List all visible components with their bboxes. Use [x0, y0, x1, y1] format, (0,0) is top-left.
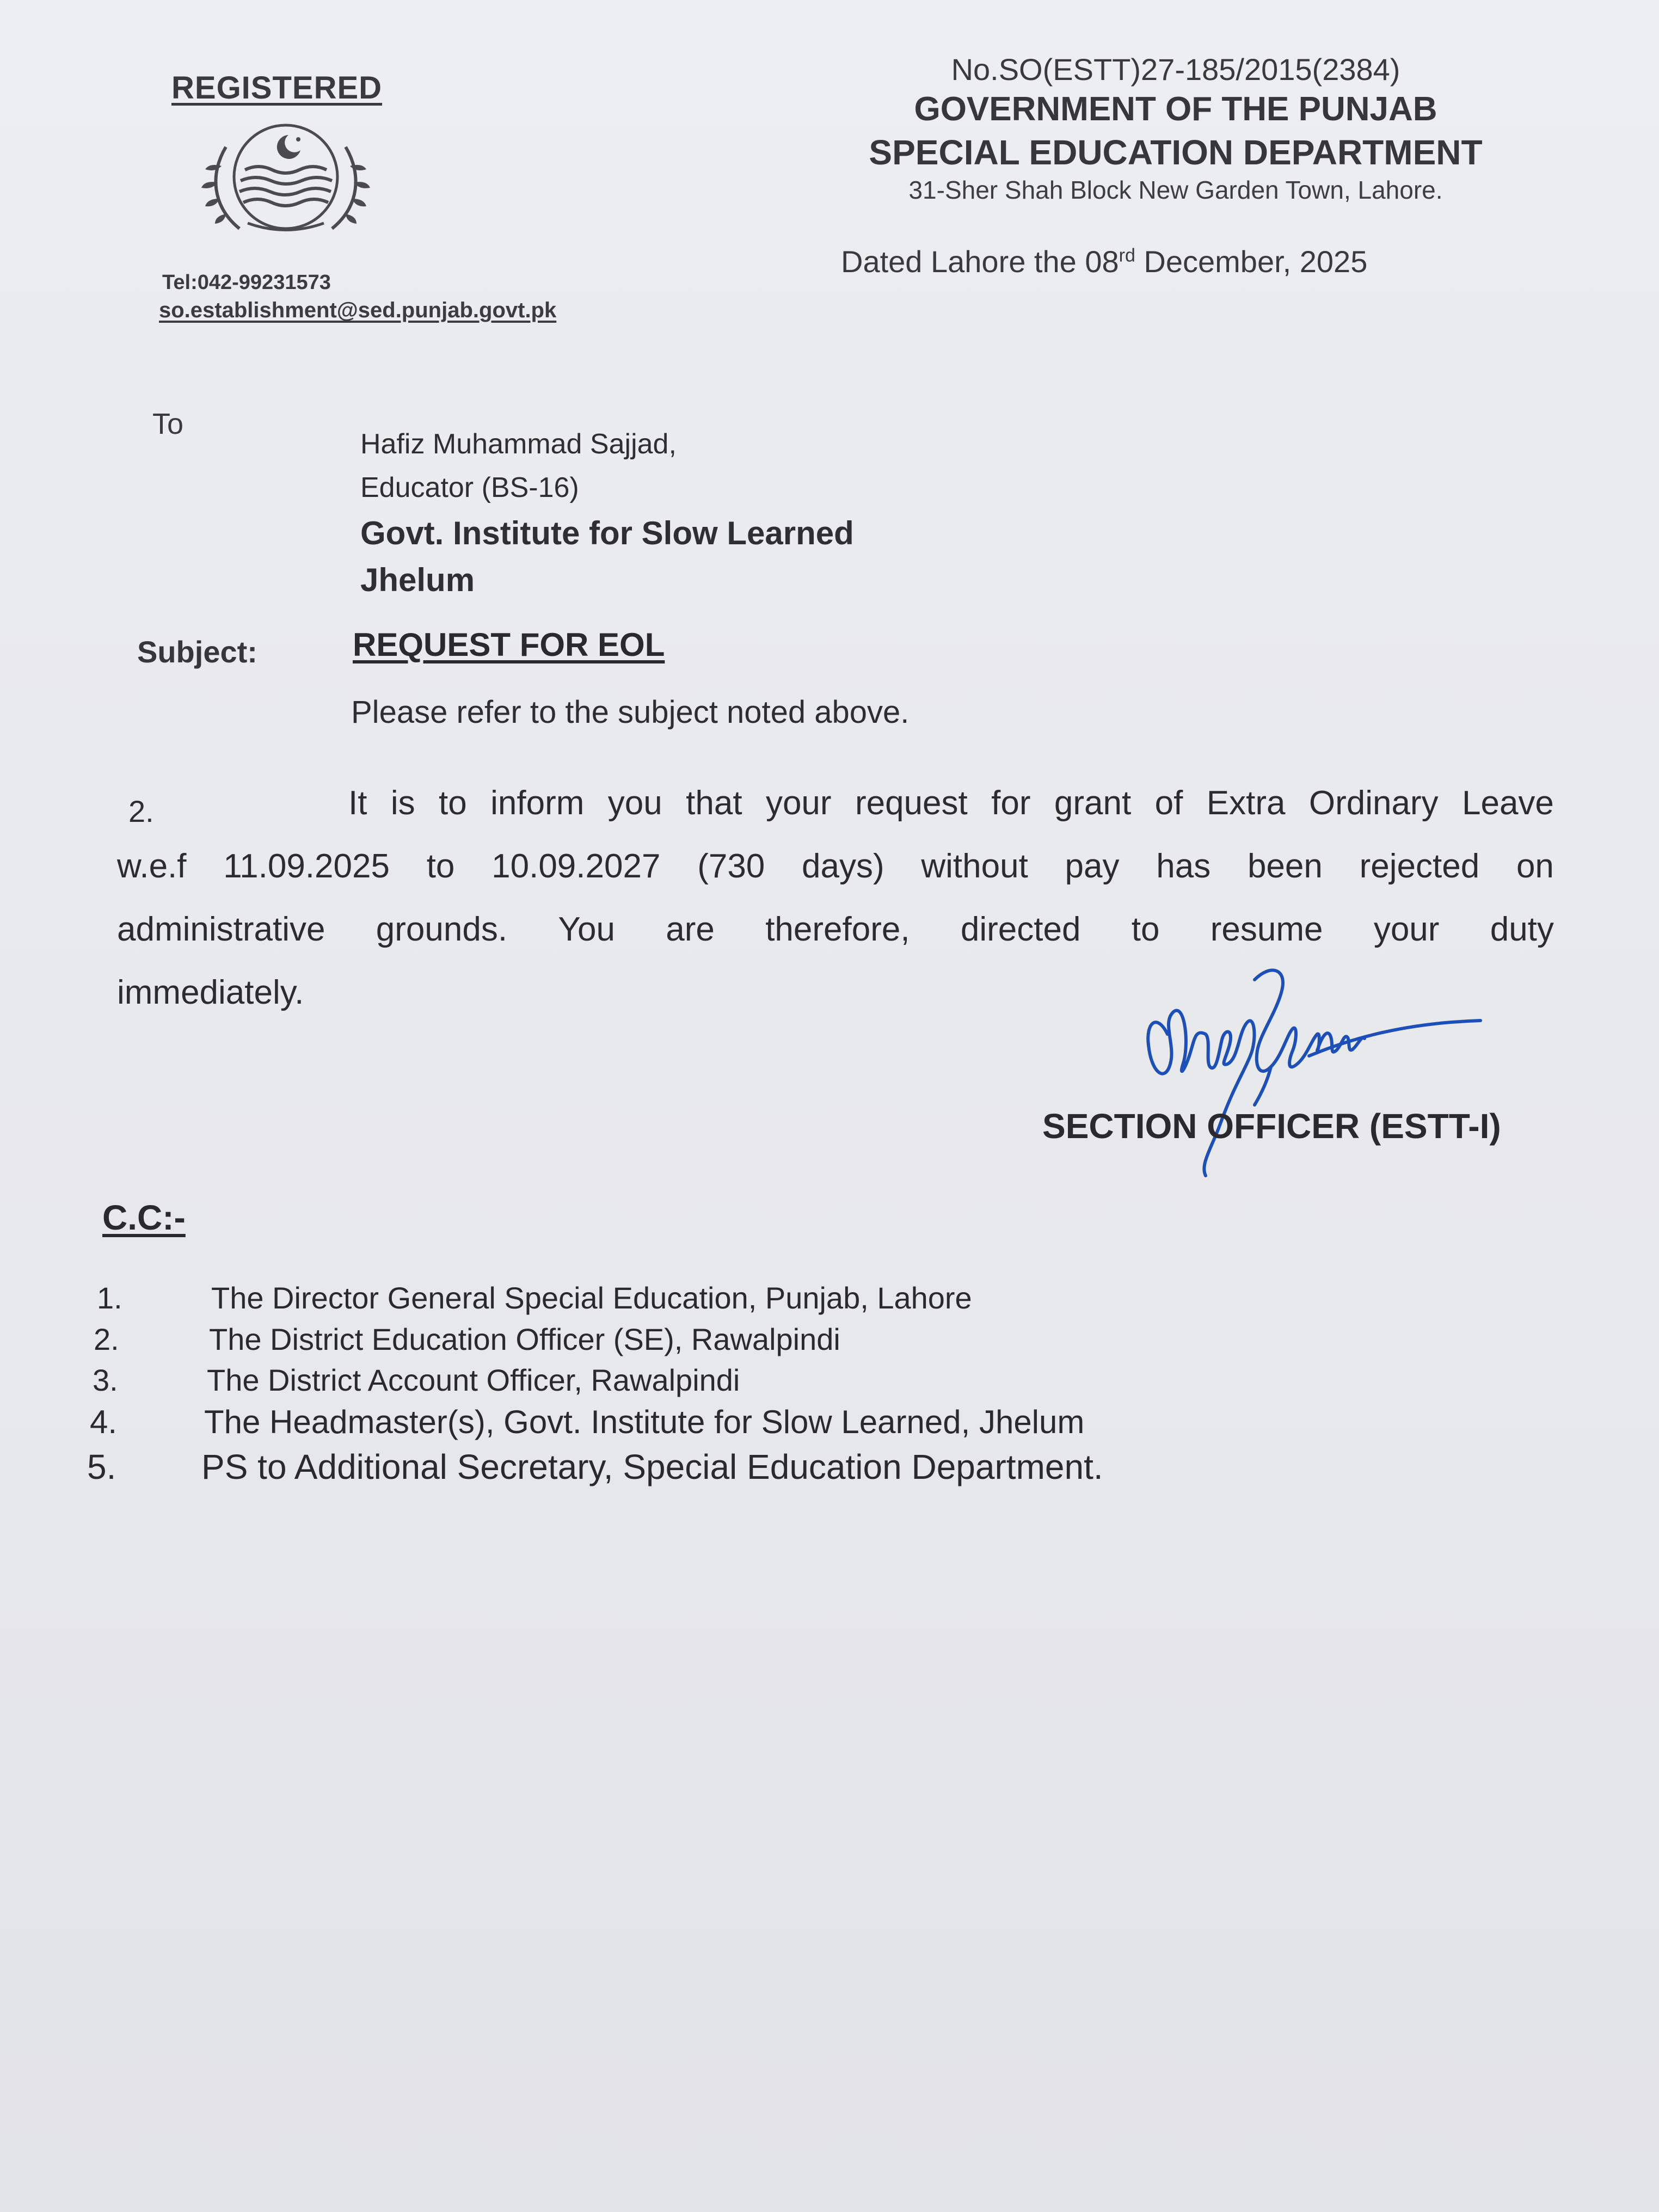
paragraph-word: therefore, [765, 911, 910, 948]
cc-item-number: 4. [90, 1404, 118, 1440]
paragraph-word: on [1516, 847, 1554, 885]
government-title: GOVERNMENT OF THE PUNJAB [914, 90, 1437, 128]
cc-item-text: The Headmaster(s), Govt. Institute for Slow Learned, Jhelum [204, 1404, 1085, 1440]
recipient-city: Jhelum [360, 562, 475, 598]
cc-item-text: The District Account Officer, Rawalpindi [207, 1363, 740, 1397]
paragraph-word: w.e.f [117, 847, 187, 885]
telephone: Tel:042-99231573 [162, 271, 331, 294]
paragraph-word: directed [960, 911, 1081, 948]
signature-icon [1124, 947, 1494, 1187]
cc-item-text: The District Education Officer (SE), Rawalpindi [209, 1322, 840, 1356]
paragraph-word: administrative [117, 911, 325, 948]
email-link[interactable]: so.establishment@sed.punjab.govt.pk [159, 298, 557, 322]
paragraph-word: to [426, 847, 455, 885]
reference-line: Please refer to the subject noted above. [351, 695, 910, 730]
paragraph-word: request [855, 784, 968, 822]
paragraph-word: of [1154, 784, 1183, 822]
paragraph-word: pay [1065, 847, 1120, 885]
paragraph-word: been [1247, 847, 1323, 885]
paragraph-word: 10.09.2027 [491, 847, 661, 885]
date-superscript: rd [1119, 245, 1135, 266]
paragraph-word: your [765, 784, 832, 822]
date-suffix: December, 2025 [1135, 244, 1368, 279]
paragraph-word: is [390, 784, 415, 822]
paragraph-word: inform [490, 784, 585, 822]
date-prefix: Dated Lahore the 08 [841, 244, 1119, 279]
paragraph-word: Extra [1206, 784, 1286, 822]
paragraph-word: your [1373, 911, 1440, 948]
paragraph-word: that [686, 784, 742, 822]
punjab-emblem-icon [188, 114, 384, 245]
paragraph-word: has [1156, 847, 1211, 885]
paragraph-line-2 [117, 835, 1554, 898]
paragraph-word: days) [802, 847, 884, 885]
paragraph-word: 11.09.2025 [223, 847, 390, 885]
paragraph-word: It [348, 784, 367, 822]
recipient-block [360, 430, 854, 611]
paragraph-word: grounds. [376, 911, 508, 948]
recipient-institute: Govt. Institute for Slow Learned [360, 515, 854, 551]
paragraph-line-4-text: immediately. [117, 974, 304, 1011]
paragraph-word: (730 [697, 847, 765, 885]
paragraph-line-1 [117, 772, 1554, 835]
subject-label: Subject: [137, 635, 257, 669]
subject-text: REQUEST FOR EOL [353, 626, 665, 663]
date-line [841, 244, 1367, 279]
paragraph-word: to [1131, 911, 1160, 948]
signatory-designation: SECTION OFFICER (ESTT-I) [1042, 1107, 1501, 1146]
cc-item-text: The Director General Special Education, Punjab, Lahore [211, 1281, 972, 1315]
cc-item-number: 5. [87, 1447, 116, 1486]
paragraph-word: rejected [1359, 847, 1480, 885]
cc-heading: C.C:- [102, 1198, 186, 1237]
recipient-name: Hafiz Muhammad Sajjad, [360, 428, 677, 460]
paragraph-word: are [666, 911, 715, 948]
paragraph-word: You [558, 911, 615, 948]
paragraph-word: grant [1054, 784, 1132, 822]
paragraph-word: Ordinary [1308, 784, 1439, 822]
paragraph-word: Leave [1461, 784, 1554, 822]
paragraph-word: duty [1490, 911, 1554, 948]
paragraph-word: for [991, 784, 1031, 822]
paragraph-word: you [607, 784, 662, 822]
cc-item-number: 1. [97, 1281, 122, 1315]
to-label: To [152, 408, 184, 440]
cc-item-number: 2. [94, 1322, 119, 1356]
department-title: SPECIAL EDUCATION DEPARTMENT [869, 133, 1483, 173]
recipient-designation: Educator (BS-16) [360, 472, 579, 503]
paragraph-number: 2. [128, 794, 154, 828]
paragraph-word: without [921, 847, 1028, 885]
letter-number: No.SO(ESTT)27-185/2015(2384) [951, 52, 1400, 87]
paragraph-word: to [439, 784, 467, 822]
department-address: 31-Sher Shah Block New Garden Town, Lahore. [908, 176, 1443, 205]
cc-item-number: 3. [93, 1363, 118, 1397]
registered-label: REGISTERED [171, 70, 383, 106]
department-header [806, 52, 1546, 205]
cc-item-text: PS to Additional Secretary, Special Education Department. [201, 1447, 1103, 1486]
paragraph-word: resume [1210, 911, 1323, 948]
